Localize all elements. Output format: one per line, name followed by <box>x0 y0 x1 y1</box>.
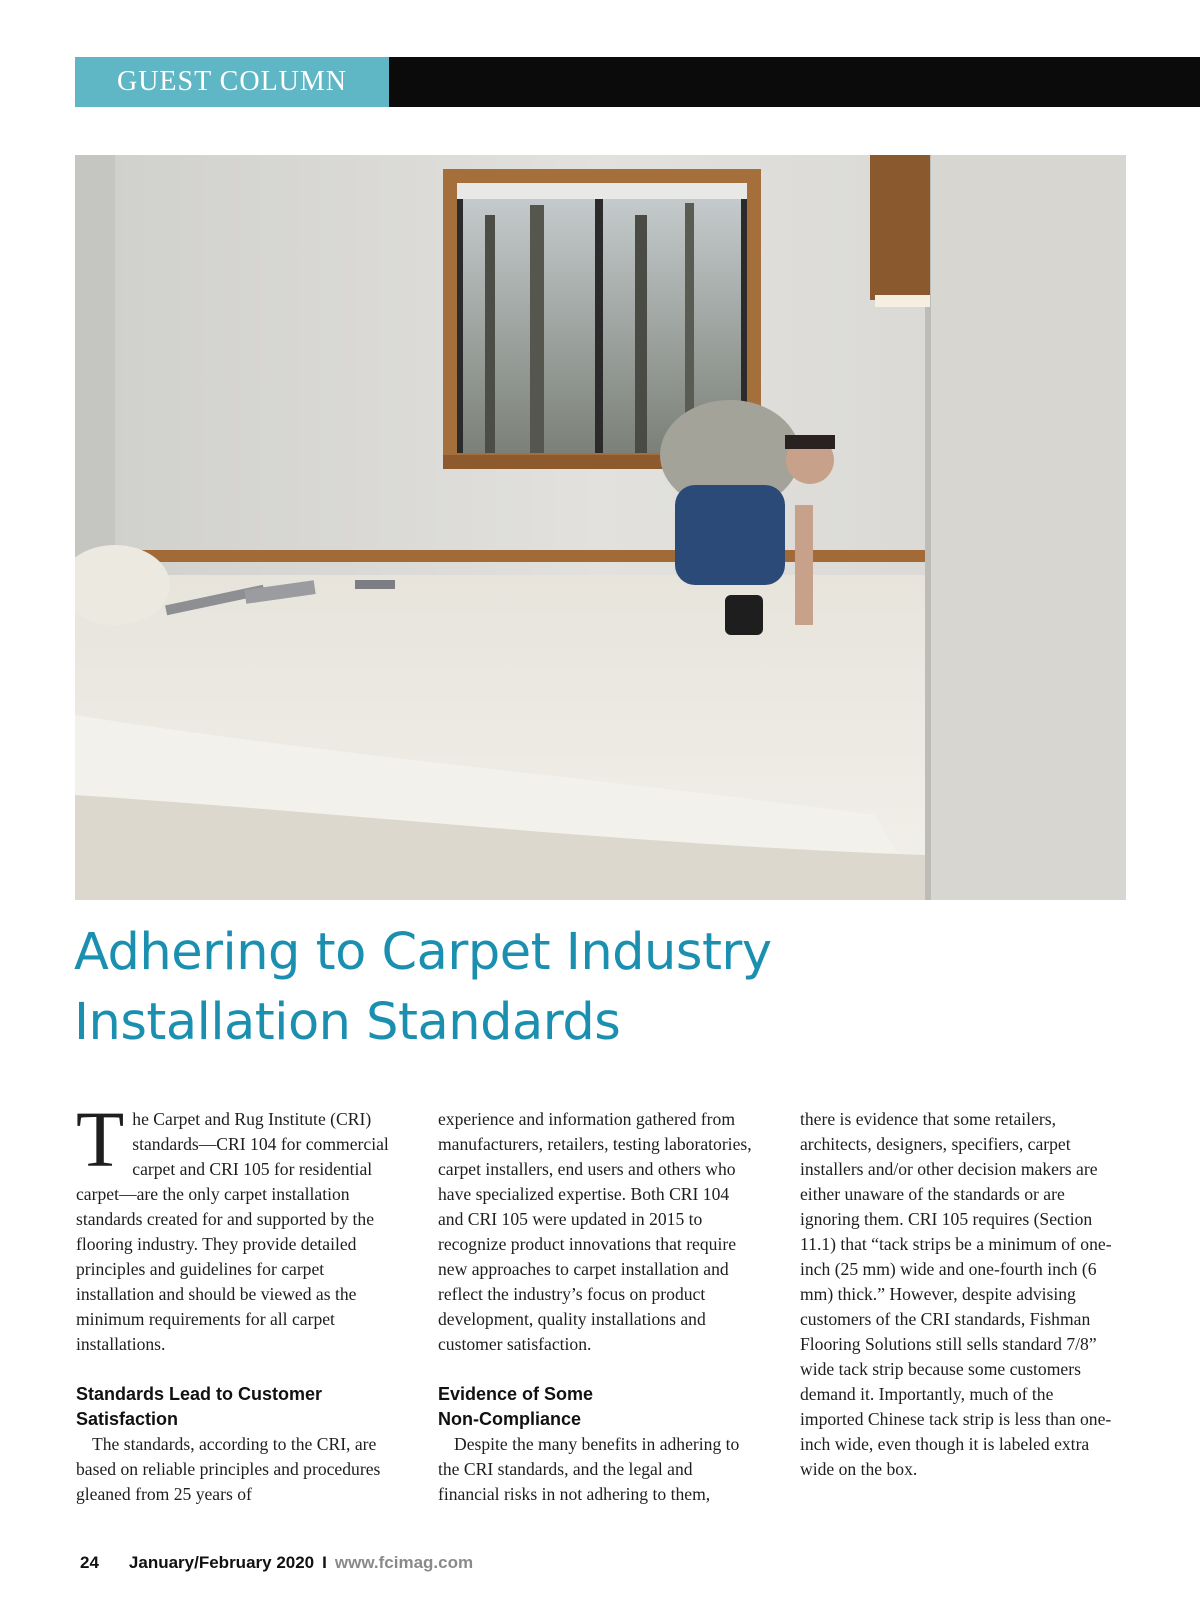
article-headline <box>74 918 1074 1058</box>
page-number: 24 <box>80 1553 99 1572</box>
subhead-evidence <box>438 1382 758 1432</box>
body-paragraph: The standards, according to the CRI, are based on reliable principles and procedures gleaned from 25 years of <box>76 1434 381 1504</box>
section-header-bar <box>75 57 1200 107</box>
article-column-3 <box>800 1107 1120 1482</box>
article-column-1 <box>76 1097 396 1507</box>
subhead-line-1: Evidence of Some <box>438 1384 594 1404</box>
intro-text: he Carpet and Rug Institute (CRI) standards—CRI 104 for commercial carpet and CRI 105 for residential carpet—are the only carpet installation standards created for and supported by the flooring industry. They provide detailed principles and guidelines for carpet installation and should be viewed as the minimum requirements for all carpet installations. <box>76 1109 389 1354</box>
website-link[interactable]: www.fcimag.com <box>334 1553 474 1572</box>
headline-line-2: Installation Standards <box>74 993 621 1052</box>
body-paragraph: Despite the many benefits in adhering to the CRI standards, and the legal and financial risks in not adhering to them, <box>438 1434 740 1504</box>
hero-photo <box>75 155 1126 900</box>
article-column-2 <box>438 1107 758 1507</box>
headline-line-1: Adhering to Carpet Industry <box>74 923 772 982</box>
body-paragraph: there is evidence that some retailers, architects, designers, specifiers, carpet installers and/or other decision makers are either unaware of the standards or are ignoring them. CRI 105 requires (Section 11.1) that “tack strips be a minimum of one-inch (25 mm) wide and one-fourth inch (6 mm) thick.” However, despite advising customers of the CRI standards, Fishman Flooring Solutions still sells standard 7/8” wide tack strip because some customers demand it. Importantly, much of the imported Chinese tack strip is less than one-inch wide, even though it is labeled extra wide on the box. <box>800 1109 1112 1479</box>
subhead-standards: Standards Lead to Customer Satisfaction <box>76 1384 323 1429</box>
intro-paragraph <box>76 1097 396 1357</box>
footer-separator: I <box>322 1553 327 1572</box>
section-label: GUEST COLUMN <box>75 57 389 107</box>
subhead-line-2: Non-Compliance <box>438 1409 582 1429</box>
drop-cap: T <box>76 1097 125 1184</box>
body-paragraph: experience and information gathered from manufacturers, retailers, testing laboratories, carpet installers, end users and others who have specialized expertise. Both CRI 104 and CRI 105 were updated in 2015 to recognize product innovations that require new approaches to carpet installation and reflect the industry’s focus on product development, quality installations and customer satisfaction. <box>438 1109 752 1354</box>
issue-date: January/February 2020 <box>128 1553 315 1572</box>
page-footer <box>80 1553 473 1573</box>
